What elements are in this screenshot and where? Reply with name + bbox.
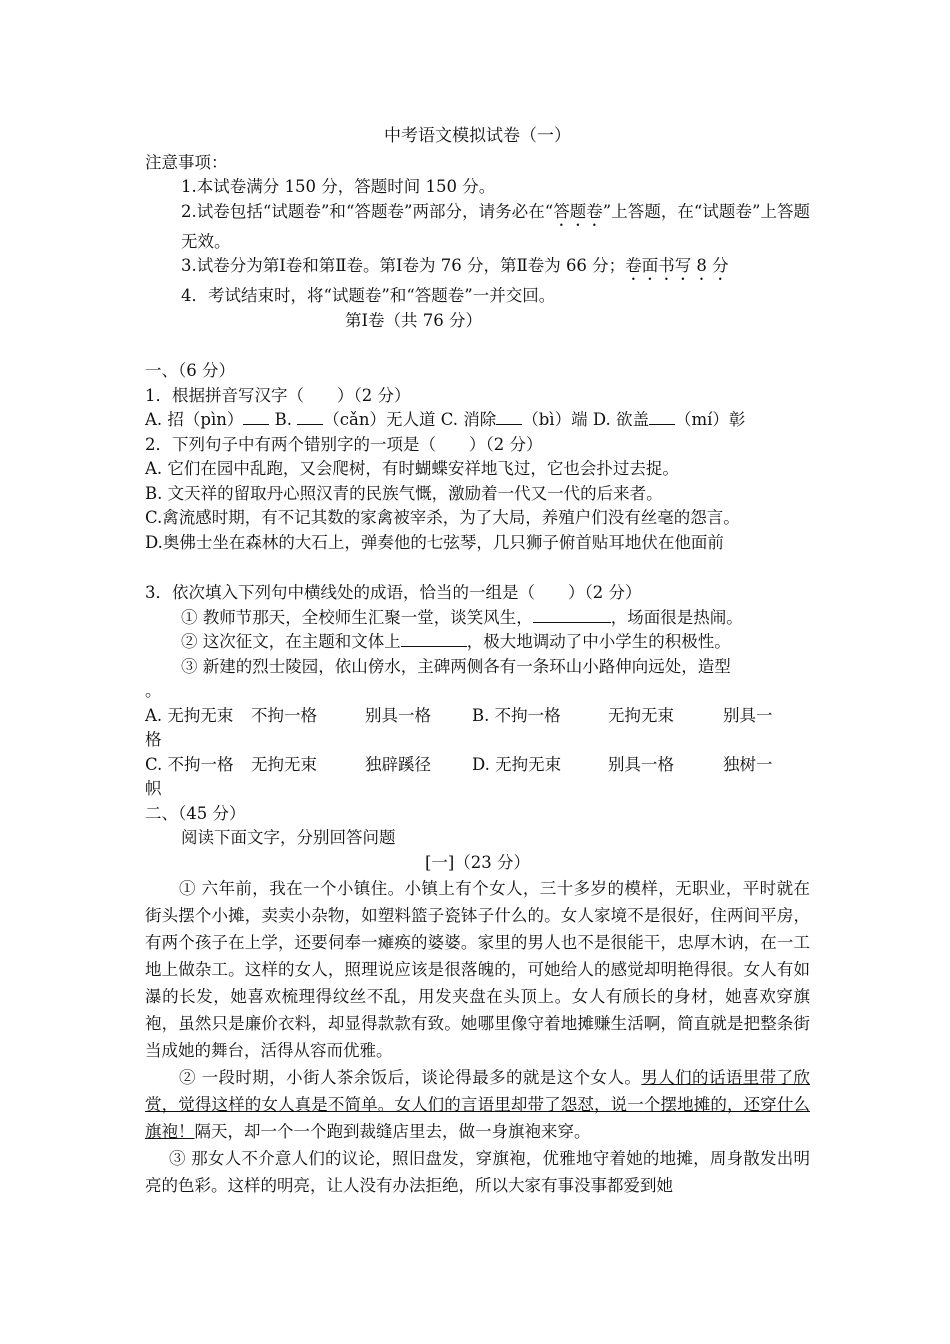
q1-option-b: （cǎn）无人道 C. 消除 xyxy=(323,410,497,429)
q2-option-b: B. 文天祥的留取丹心照汉青的民族气慨，激励着一代又一代的后来者。 xyxy=(145,483,663,503)
notice-heading: 注意事项： xyxy=(145,152,228,172)
part1-heading: 第Ⅰ卷（共 76 分） xyxy=(345,310,483,330)
passage-paragraph-3: ③ 那女人不介意人们的议论，照旧盘发，穿旗袍，优雅地守着她的地摊，周身散发出明亮的色彩。这样的明亮，让人没有办法拒绝，所以大家有事没事都爱到她 xyxy=(145,1149,810,1195)
q3-option-a-2: 不拘一格 xyxy=(251,705,317,725)
q2-option-a: A. 它们在园中乱跑，又会爬树，有时蝴蝶安祥地飞过，它也会扑过去捉。 xyxy=(145,459,679,478)
q3-stem: 3．依次填入下列句中横线处的成语，恰当的一组是（ ）（2 分） xyxy=(145,583,642,602)
passage-paragraph-2 xyxy=(145,1064,810,1145)
q1-blank-d xyxy=(649,408,675,425)
q3-sentence-2 xyxy=(145,630,810,655)
notice-item-3 xyxy=(145,254,810,284)
q3-option-b-1: B. 不拘一格 xyxy=(472,705,561,725)
q3-options-cd-wrap: 帜 xyxy=(145,779,162,798)
q1-option-a: A. 招（pìn） xyxy=(145,410,244,429)
q3-option-d-3: 独树一 xyxy=(723,754,773,774)
section1-heading: 一、（6 分） xyxy=(145,361,235,380)
q3-option-b-3: 别具一 xyxy=(723,705,773,725)
q3-option-d-2: 别具一格 xyxy=(608,754,674,774)
q3-blank-2 xyxy=(401,630,467,647)
q3-sentence-1 xyxy=(145,606,810,631)
q1-blank-c xyxy=(496,408,522,425)
q3-option-c-2: 无拘无束 xyxy=(251,754,317,774)
emphasis-answer-sheet: 答题卷 xyxy=(553,201,603,221)
section2-heading: 二、（45 分） xyxy=(145,803,246,823)
q1-options xyxy=(145,408,810,433)
q3-options-ab xyxy=(145,704,810,729)
q1-stem: 1．根据拼音写汉字（ ）（2 分） xyxy=(145,385,411,405)
q3-sentence-1-a: ① 教师节那天，全校师生汇聚一堂，谈笑风生， xyxy=(181,607,533,627)
q3-sentence-2-b: ，极大地调动了中小学生的积极性。 xyxy=(466,632,731,651)
notice-item-1: 1.本试卷满分 150 分，答题时间 150 分。 xyxy=(181,177,496,196)
notice-item-2-text: 2.试卷包括“试题卷”和“答题卷”两部分，请务必在“ xyxy=(181,201,554,221)
notice-item-4: 4．考试结束时，将“试题卷”和“答题卷”一并交回。 xyxy=(181,286,556,305)
passage-paragraph-2-a: ② 一段时期，小街人茶余饭后，谈论得最多的就是这个女人。 xyxy=(179,1068,642,1087)
q3-options-cd xyxy=(145,753,810,778)
q1-option-b-label: B. xyxy=(269,410,298,429)
q1-option-c: （bì）端 D. 欲盖 xyxy=(522,410,649,429)
q3-sentence-3: ③ 新建的烈士陵园，依山傍水，主碑两侧各有一条环山小路伸向远处，造型 xyxy=(181,656,731,676)
passage-paragraph-1: ① 六年前，我在一个小镇住。小镇上有个女人，三十多岁的模样，无职业，平时就在街头摆个小摊，卖卖小杂物，如塑料篮子瓷钵子什么的。女人家境不是很好，住两间平房，有两个孩子在上学，还要伺奉一瘫痪的婆婆。家里的男人也不是很能干，忠厚木讷，在一工地上做杂工。这样的女人，照理说应该是很落魄的，可她给人的感觉却明艳得很。女人有如瀑的长发，她喜欢梳理得纹丝不乱，用发夹盘在头顶上。女人有颀长的身材，她喜欢穿旗袍，虽然只是廉价衣料，却显得款款有致。她哪里像守着地摊赚生活啊，简直就是把整条街当成她的舞台，活得从容而优雅。 xyxy=(145,879,810,1060)
notice-item-3-text: 3.试卷分为第Ⅰ卷和第Ⅱ卷。第Ⅰ卷为 76 分，第Ⅱ卷为 66 分； xyxy=(181,256,626,275)
q3-sentence-1-b: ，场面很是热闹。 xyxy=(610,607,743,627)
notice-item-2-rest: ”上答题，在“试题卷”上答题无效。 xyxy=(181,201,811,251)
q2-option-c: C.禽流感时期，有不记其数的家禽被宰杀，为了大局，养殖户们没有丝毫的怨言。 xyxy=(145,508,740,527)
q3-option-a-1: A. 无拘无束 xyxy=(145,705,234,725)
q3-sentence-2-a: ② 这次征文，在主题和文体上 xyxy=(181,632,401,651)
passage-paragraph-2-b: 隔天，却一个一个跑到裁缝店里去，做一身旗袍来穿。 xyxy=(194,1122,591,1141)
emphasis-handwriting: 卷面书写 8 分 xyxy=(625,256,729,275)
section2-intro: 阅读下面文字，分别回答问题 xyxy=(181,828,396,847)
q3-option-d-1: D. 无拘无束 xyxy=(472,754,562,774)
q3-option-a-3: 别具一格 xyxy=(365,705,431,725)
q3-option-c-3: 独辟蹊径 xyxy=(365,754,431,774)
q1-blank-b xyxy=(297,408,323,425)
q3-blank-1 xyxy=(533,606,611,623)
passage-underlined-text: 男人们的话语里带了欣赏，觉得这样的女人真是不简单。女人们的言语里却带了怨怼，说一个摆地摊的，还穿什么旗袍！ xyxy=(145,1068,811,1141)
exam-page xyxy=(145,124,810,1199)
q1-option-d: （mí）彰 xyxy=(674,410,746,429)
q2-stem: 2．下列句子中有两个错别字的一项是（ ）（2 分） xyxy=(145,434,543,454)
exam-title: 中考语文模拟试卷（一） xyxy=(384,126,571,146)
notice-item-2 xyxy=(145,200,810,255)
q2-option-d: D.奥佛士坐在森林的大石上，弹奏他的七弦琴，几只狮子俯首贴耳地伏在他面前 xyxy=(145,532,724,552)
q3-sentence-3-end: 。 xyxy=(145,681,162,700)
q1-blank-a xyxy=(243,408,269,425)
q3-option-b-2: 无拘无束 xyxy=(608,705,674,725)
q3-option-c-1: C. 不拘一格 xyxy=(145,754,234,774)
q3-options-ab-wrap: 格 xyxy=(145,730,162,749)
section2-sub-heading: [一]（23 分） xyxy=(424,852,531,872)
